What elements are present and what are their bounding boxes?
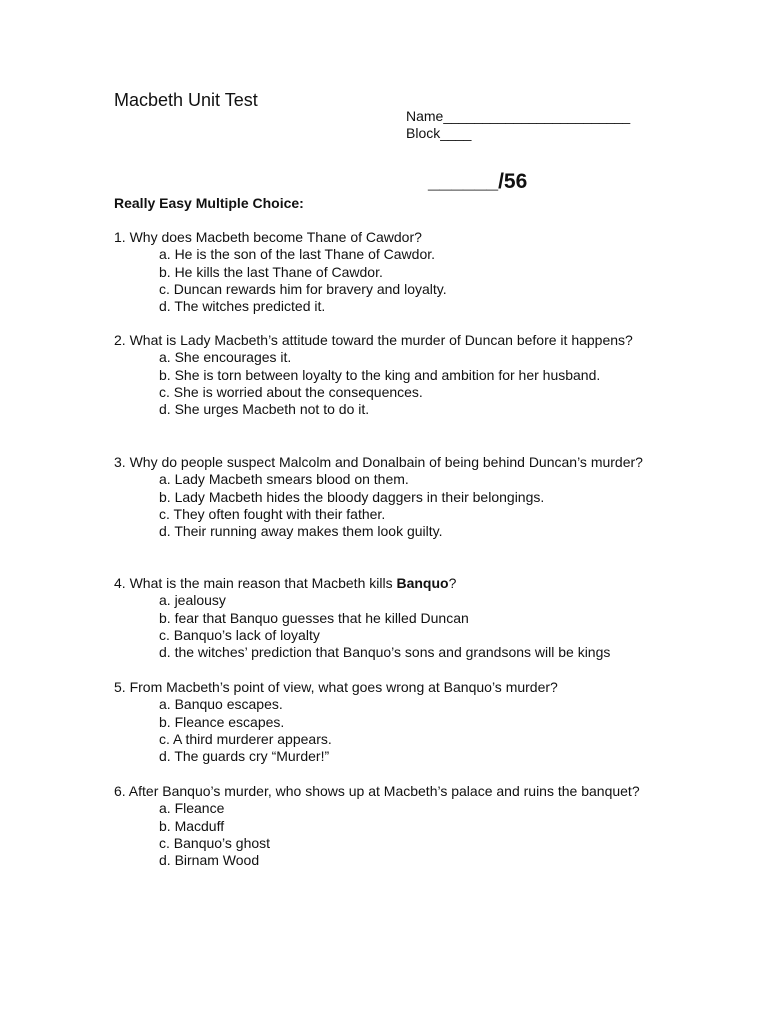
- answer-option-a: a. Lady Macbeth smears blood on them.: [159, 471, 409, 488]
- answer-option-c: c. Banquo’s ghost: [159, 834, 271, 851]
- question-text: 3. Why do people suspect Malcolm and Donalbain of being behind Duncan’s murder?: [114, 454, 643, 470]
- answer-options: [114, 800, 674, 869]
- emphasized-name: Banquo: [396, 575, 449, 591]
- question-2: [114, 332, 674, 418]
- answer-option-d: d. She urges Macbeth not to do it.: [159, 401, 370, 418]
- answer-option-d: d. The witches predicted it.: [159, 298, 326, 315]
- score-total: ______/56: [428, 170, 528, 193]
- answer-option-d: d. Their running away makes them look guilty.: [159, 523, 443, 540]
- question-text: 6. After Banquo’s murder, who shows up at Macbeth’s palace and ruins the banquet?: [114, 783, 640, 799]
- question-5: [114, 679, 674, 765]
- answer-option-d: d. Birnam Wood: [159, 852, 260, 869]
- answer-option-a: a. She encourages it.: [159, 349, 292, 366]
- question-text-end: ?: [448, 575, 457, 591]
- answer-option-a: a. Banquo escapes.: [159, 696, 283, 713]
- answer-option-c: c. A third murderer appears.: [159, 730, 332, 747]
- answer-option-b: b. Fleance escapes.: [159, 713, 285, 730]
- answer-option-b: b. He kills the last Thane of Cawdor.: [159, 263, 383, 280]
- answer-option-a: a. Fleance: [159, 800, 225, 817]
- question-3: [114, 454, 674, 540]
- answer-option-c: c. Duncan rewards him for bravery and loyalty.: [159, 280, 447, 297]
- question-4: [114, 575, 674, 661]
- answer-option-b: b. She is torn between loyalty to the king and ambition for her husband.: [159, 366, 601, 383]
- question-text: 2. What is Lady Macbeth’s attitude toward the murder of Duncan before it happens?: [114, 332, 633, 348]
- answer-options: [114, 349, 674, 418]
- answer-option-a: a. jealousy: [159, 592, 226, 609]
- question-text: [114, 575, 674, 592]
- question-6: [114, 783, 674, 869]
- answer-options: [114, 696, 674, 765]
- question-text: 5. From Macbeth’s point of view, what goes wrong at Banquo’s murder?: [114, 679, 558, 695]
- answer-option-c: c. They often fought with their father.: [159, 505, 386, 522]
- answer-option-b: b. fear that Banquo guesses that he killed Duncan: [159, 609, 469, 626]
- block-field: Block____: [406, 125, 472, 141]
- answer-option-d: d. The guards cry “Murder!”: [159, 748, 330, 765]
- question-1: [114, 229, 674, 315]
- name-field: Name________________________: [406, 108, 631, 124]
- answer-options: [114, 246, 674, 315]
- answer-option-c: c. She is worried about the consequences.: [159, 383, 423, 400]
- answer-options: [114, 592, 674, 661]
- answer-options: [114, 471, 674, 540]
- answer-option-a: a. He is the son of the last Thane of Cawdor.: [159, 246, 436, 263]
- page-title: Macbeth Unit Test: [114, 90, 258, 110]
- answer-option-c: c. Banquo’s lack of loyalty: [159, 626, 320, 643]
- answer-option-b: b. Lady Macbeth hides the bloody daggers in their belongings.: [159, 488, 545, 505]
- question-text: 1. Why does Macbeth become Thane of Cawdor?: [114, 229, 422, 245]
- question-text-start: 4. What is the main reason that Macbeth kills: [114, 575, 397, 591]
- section-heading: Really Easy Multiple Choice:: [114, 195, 304, 211]
- answer-option-b: b. Macduff: [159, 817, 225, 834]
- student-info-fields: [406, 108, 630, 142]
- answer-option-d: d. the witches’ prediction that Banquo’s sons and grandsons will be kings: [159, 644, 611, 661]
